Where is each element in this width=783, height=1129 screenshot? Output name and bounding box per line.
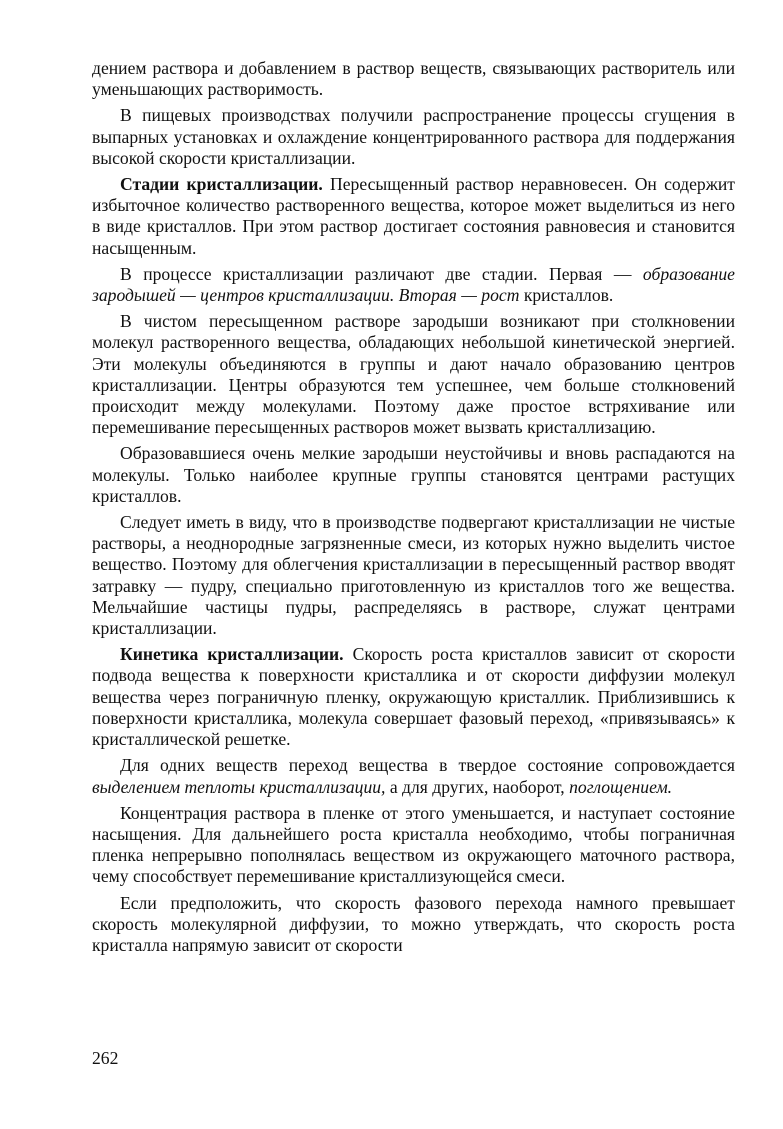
text-run: дением раствора и добавлением в раствор веществ, связывающих растворитель или уменьшающих растворимость. [92, 58, 735, 100]
paragraph [92, 443, 735, 507]
text-run: В пищевых производствах получили распространение процессы сгущения в выпарных установках и охлаждение концентрированного раствора для поддержания высокой скорости кристаллизации. [92, 105, 735, 168]
paragraph [92, 58, 735, 100]
text-run: В чистом пересыщенном растворе зародыши возникают при столкновении молекул растворенного вещества, обладающих небольшой кинетической энергией. Эти молекулы объединяются в группы и дают начало образованию центров кристаллизации. Центры образуются тем успешнее, чем больше столкновений происходит между молекулами. Поэтому даже простое встряхивание или перемешивание пересыщенных растворов может вызвать кристаллизацию. [92, 311, 735, 438]
paragraph [92, 644, 735, 750]
text-run: В процессе кристаллизации различают две стадии. Первая — [120, 263, 643, 284]
text-run: Если предположить, что скорость фазового перехода намного превышает скорость молекулярной диффузии, то можно утверждать, что скорость роста кристалла напрямую зависит от скорости [92, 892, 735, 955]
emphasis-text: Вторая — рост [398, 285, 520, 306]
paragraph [92, 803, 735, 888]
page-number: 262 [92, 1048, 119, 1068]
paragraph [92, 105, 735, 169]
emphasis-text: образование зародышей — центров кристаллизации. [92, 263, 735, 306]
emphasis-text: поглощением. [569, 776, 673, 797]
text-run: Образовавшиеся очень мелкие зародыши неустойчивы и вновь распадаются на молекулы. Только наиболее крупные группы становятся центрами растущих кристаллов. [92, 443, 735, 506]
section-heading: Кинетика кристаллизации. [120, 644, 344, 665]
section-heading: Стадии кристаллизации. [120, 174, 323, 195]
text-run: Концентрация раствора в пленке от этого уменьшается, и наступает состояние насыщения. Для дальнейшего роста кристалла необходимо, чтобы пограничная пленка непрерывно пополнялась веществом из окружающего маточного раствора, чему способствует перемешивание кристаллизующейся смеси. [92, 802, 735, 887]
text-run: Для одних веществ переход вещества в твердое состояние сопровождается [120, 755, 735, 776]
text-run: Скорость роста кристаллов зависит от скорости подвода вещества к поверхности кристаллика и от скорости диффузии молекул вещества через пограничную пленку, окружающую кристаллик. Приблизившись к поверхности кристаллика, молекула совершает фазовый переход, «привязываясь» к кристаллической решетке. [92, 644, 736, 750]
paragraph [92, 174, 735, 259]
emphasis-text: выделением теплоты кристаллизации, [92, 776, 386, 797]
paragraph [92, 755, 735, 797]
paragraph [92, 311, 735, 438]
text-run: Следует иметь в виду, что в производстве подвергают кристаллизации не чистые растворы, а неоднородные загрязненные смеси, из которых нужно выделить чистое вещество. Поэтому для облегчения кристаллизации в пересыщенный раствор вводят затравку — пудру, специально приготовленную из кристаллов того же вещества. Мельчайшие частицы пудры, распределяясь в растворе, служат центрами кристаллизации. [92, 512, 735, 639]
paragraph [92, 512, 735, 639]
paragraph [92, 264, 735, 306]
text-run: а для других, наоборот, [385, 776, 570, 797]
body-text [92, 58, 735, 956]
paragraph [92, 893, 735, 957]
text-run: Пересыщенный раствор неравновесен. Он содержит избыточное количество растворенного вещества, которое может выделиться из него в виде кристаллов. При этом раствор достигает состояния равновесия и становится насыщенным. [92, 174, 735, 258]
text-run: кристаллов. [519, 285, 614, 306]
